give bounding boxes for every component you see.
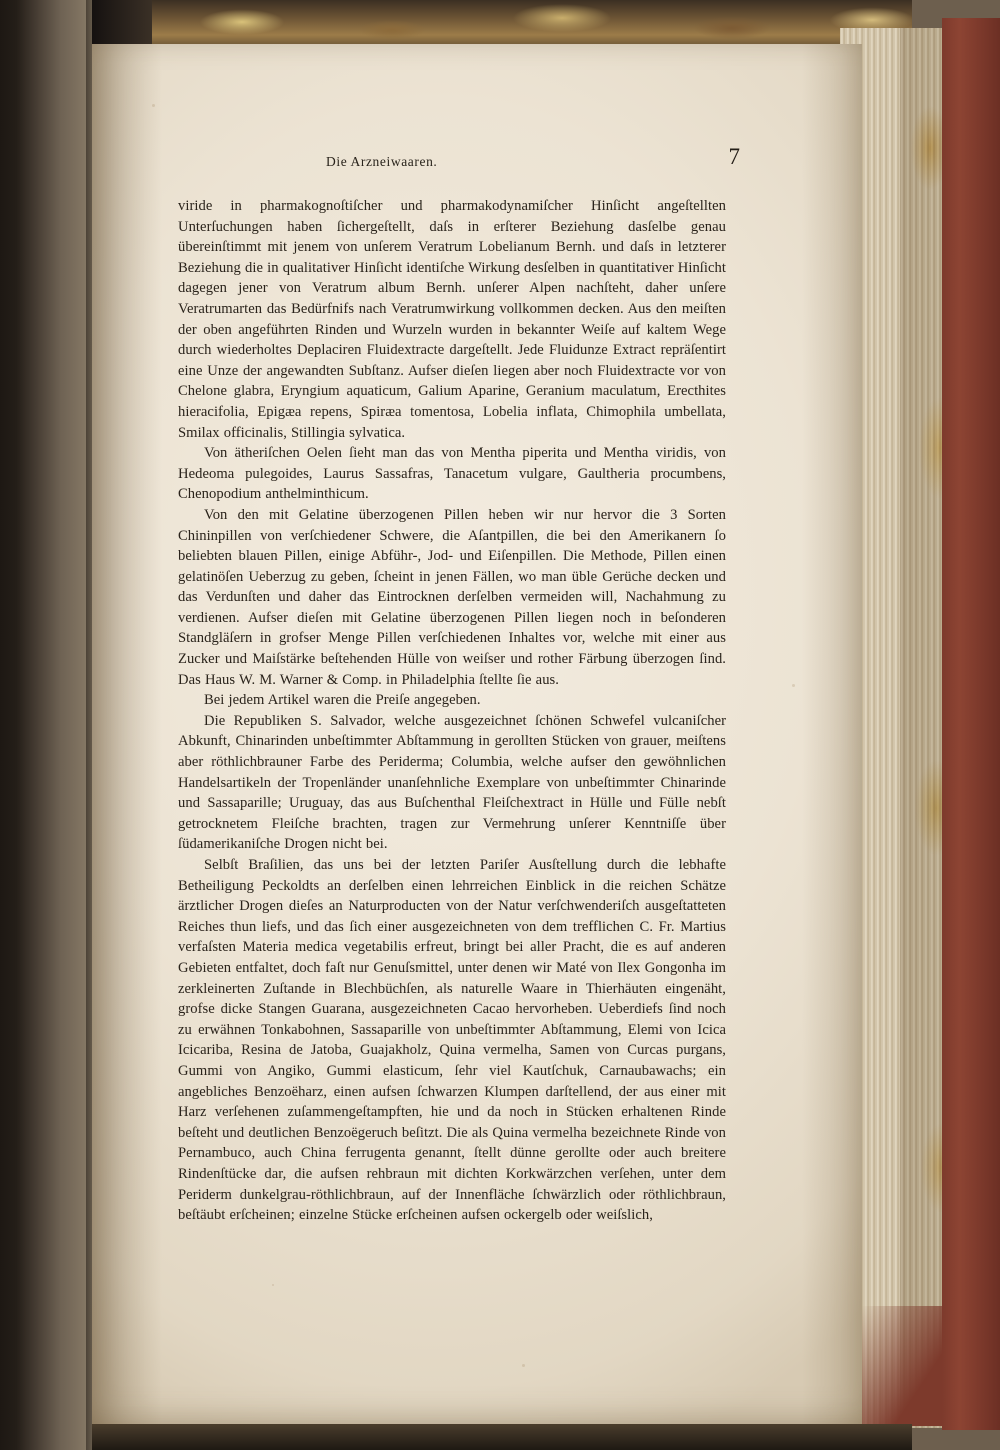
paragraph: viride in pharmakognoſtiſcher und pharmakodynamiſcher Hinſicht angeſtellten Unterſuchungen haben ſichergeſtellt, daſs in erſterer Beziehung dasſelbe genau übereinſtimmt mit jenem von unſerem Veratrum Lobelianum Bernh. und daſs in letzterer Beziehung die in qualitativer Hinſicht identiſche Wirkung desſelben in quantitativer Hinſicht dagegen jener von Veratrum album Bernh. unſerer Alpen nachſteht, daher unſere Veratrumarten das Bedürfnifs nach Veratrumwirkung vollkommen decken. Aus den meiſten der oben angeführten Rinden und Wurzeln wurden in bekannter Weiſe auf kaltem Wege durch wiederholtes Deplaciren Fluidextracte dargeſtellt. Jede Fluidunze Extract repräſentirt eine Unze der angewandten Subſtanz. Aufser dieſen liegen aber noch Fluidextracte vor von Chelone glabra, Eryngium aquaticum, Galium Aparine, Geranium maculatum, Erecthites hieracifolia, Epigæa repens, Spiræa tomentosa, Lobelia inflata, Chimophila umbellata, Smilax officinalis, Stillingia sylvatica. — [178, 198, 726, 441]
text-block — [178, 144, 740, 1226]
document-page — [92, 44, 862, 1424]
paragraph: Selbſt Braſilien, das uns bei der letzten Pariſer Ausſtellung durch die lebhafte Betheiligung Peckoldts an derſelben einen lehrreichen Einblick in die reichen Schätze ärztlicher Drogen dieſes an Naturproducten von der Natur verſchwenderiſch ausgeſtatteten Reiches thun liefs, und das ſich einer ausgezeichneten von dem trefflichen C. Fr. Martius verfaſsten Materia medica vegetabilis erfreut, bringt bei aller Pracht, die es auf anderen Gebieten entfaltet, doch faſt nur Genuſsmittel, unter denen wir Maté von Ilex Gongonha im zerkleinerten Zuſtande in Blechbüchſen, als naturelle Waare in Thierhäuten eingenäht, grofse dicke Stangen Guarana, ausgezeichneten Cacao hervorheben. Ueberdiefs ſind noch zu erwähnen Tonkabohnen, Sassaparille von unbeſtimmter Abſtammung, Elemi von Icica Icicariba, Resina de Jatoba, Guajakholz, Quina vermelha, Samen von Curcas purgans, Gummi von Angiko, Gummi elasticum, ſehr viel Kautſchuk, Carnaubawachs; ein angebliches Benzoëharz, einen aufsen ſchwarzen Klumpen darſtellend, der aus einer mit Harz verſehenen zuſammengeſtampften, hie und da noch in Stücken erhaltenen Rinde beſteht und deutlichen Benzoëgeruch beſitzt. Die als Quina vermelha bezeichnete Rinde von Pernambuco, auch China ferrugenta genannt, ſtellt dünne gerollte oder auch breitere Rindenſtücke dar, die aufsen rehbraun mit dichten Korkwärzchen verſehen, unter dem Periderm dunkelgrau-röthlichbraun, auf der Innenfläche ſchwärzlich oder röthlichbraun, beſtäubt erſcheinen; einzelne Stücke erſcheinen aufsen ockergelb oder weiſslich, — [178, 857, 726, 1224]
book-cover-right — [942, 18, 1000, 1430]
book-cover-corner — [862, 1306, 942, 1426]
bottom-shadow — [92, 1424, 912, 1450]
paragraph: Von ätheriſchen Oelen ſieht man das von Mentha piperita und Mentha viridis, von Hedeoma pulegoides, Laurus Sassafras, Tanacetum vulgare, Gaultheria procumbens, Chenopodium anthelminthicum. — [178, 445, 726, 503]
gutter-shadow — [92, 44, 162, 1424]
running-head-title: Die Arzneiwaaren. — [326, 154, 438, 169]
paragraph: Bei jedem Artikel waren die Preiſe angegeben. — [204, 692, 481, 709]
marbled-top-edge — [92, 0, 912, 50]
page-number: 7 — [728, 144, 740, 169]
paragraph: Von den mit Gelatine überzogenen Pillen heben wir nur hervor die 3 Sorten Chininpillen von verſchiedener Schwere, die Aſantpillen, die bei den Amerikanern ſo beliebten blauen Pillen, einige Abführ-, Jod- und Eiſenpillen. Die Methode, Pillen einen gelatinöſen Ueberzug zu geben, ſcheint in jenen Fällen, wo man üble Gerüche decken und das Verdunſten und daher das Eintrocknen derſelben vermeiden will, Nachahmung zu verdienen. Aufser dieſen mit Gelatine überzogenen Pillen liegen noch in beſonderen Standgläſern in grofser Menge Pillen verſchiedenen Inhaltes vor, welche mit einer aus Zucker und Maiſstärke beſtehenden Hülle von weiſser und rother Färbung überzogen ſind. Das Haus W. M. Warner & Comp. in Philadelphia ſtellte ſie aus. — [178, 506, 726, 688]
body-text — [178, 196, 726, 1226]
paragraph: Die Republiken S. Salvador, welche ausgezeichnet ſchönen Schwefel vulcaniſcher Abkunft, Chinarinden unbeſtimmter Abſtammung in gerollten Stücken von grauer, meiſtens aber röthlichbrauner Farbe des Periderma; Columbia, welche aufser den gewöhnlichen Handelsartikeln der Tropenländer unanſehnliche Exemplare von unbeſtimmter Chinarinde und Sassaparille; Uruguay, das aus Buſchenthal Fleiſchextract in Hülle und Fülle nebſt getrocknetem Fleiſche brachten, tragen zur Vermehrung unſerer Kenntniſſe über ſüdamerikaniſche Drogen nicht bei. — [178, 712, 726, 853]
running-head — [178, 144, 740, 180]
binding-gutter — [0, 0, 92, 1450]
right-edge-shadow — [802, 44, 862, 1424]
